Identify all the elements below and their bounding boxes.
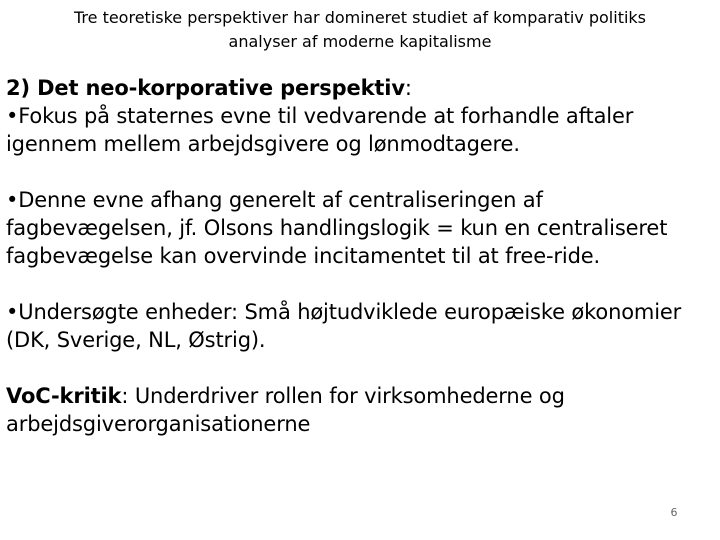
slide-title-line-1: Tre teoretiske perspektiver har domineret studiet af komparativ politiks <box>73 8 647 27</box>
slide-title-line-2: analyser af moderne kapitalisme <box>228 32 492 51</box>
spacer <box>6 270 706 298</box>
bullet-units: •Undersøgte enheder: Små højtudviklede europæiske økonomier (DK, Sverige, NL, Østrig). <box>6 300 682 352</box>
page-number: 6 <box>670 506 678 519</box>
slide-title <box>0 6 720 54</box>
section-heading-bold: 2) Det neo-korporative perspektiv <box>6 76 405 100</box>
spacer <box>6 158 706 186</box>
slide-body <box>6 74 706 438</box>
spacer <box>6 354 706 382</box>
section-heading <box>6 74 706 102</box>
critique-text: : Underdriver rollen for virksomhederne og arbejdsgiverorganisationerne <box>6 384 565 436</box>
critique-paragraph <box>6 382 706 438</box>
bullet-focus: •Fokus på staternes evne til vedvarende at forhandle aftaler igennem mellem arbejdsgivere og lønmodtagere. <box>6 104 634 156</box>
section-heading-colon: : <box>404 76 412 100</box>
critique-label: VoC-kritik <box>6 384 122 408</box>
bullet-centralisation: •Denne evne afhang generelt af centraliseringen af fagbevægelsen, jf. Olsons handlingslogik = kun en centraliseret fagbevægelse kan overvinde incitamentet til at free-ride. <box>6 188 668 268</box>
